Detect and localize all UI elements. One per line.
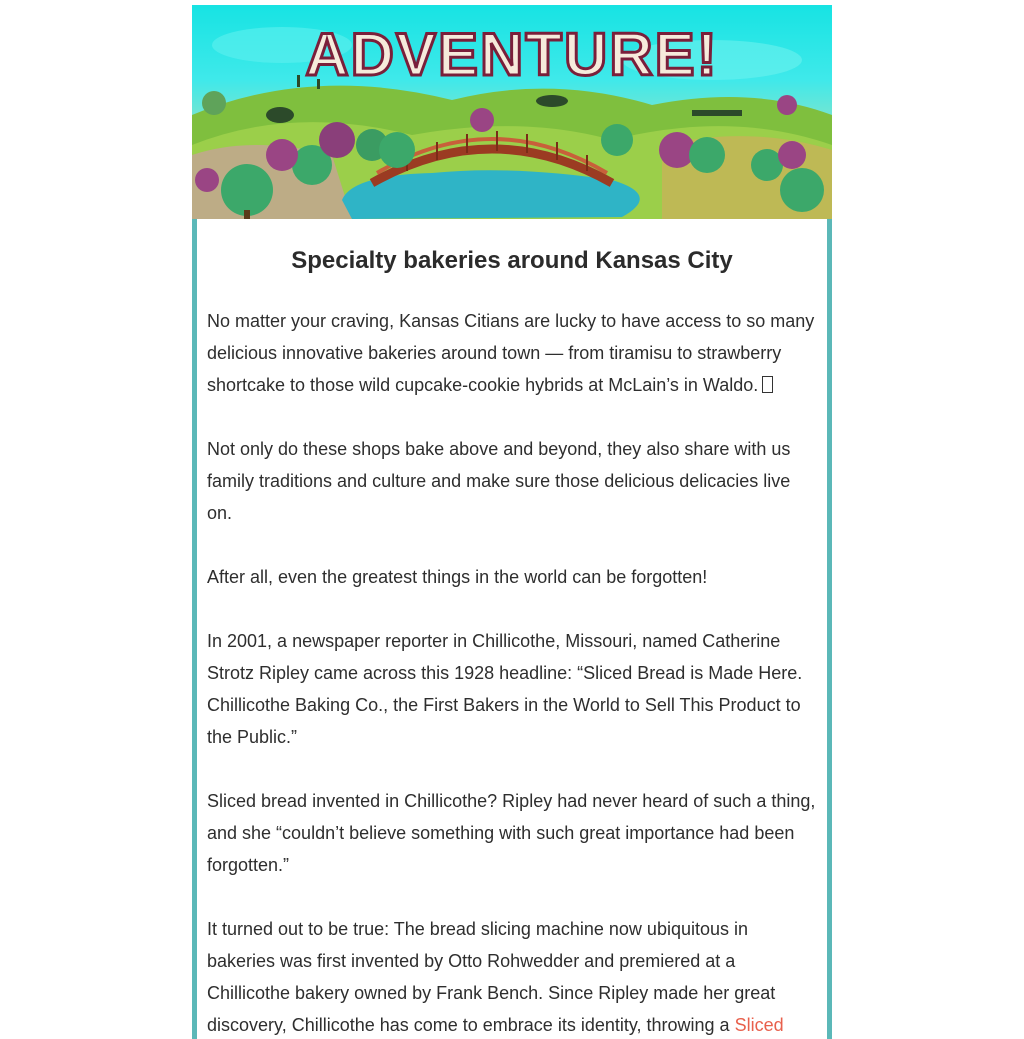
paragraph-6	[207, 913, 819, 1039]
adventure-banner	[192, 5, 832, 219]
paragraph-3: After all, even the greatest things in the world can be forgotten!	[207, 567, 708, 587]
paragraph-4: In 2001, a newspaper reporter in Chillicothe, Missouri, named Catherine Strotz Ripley came across this 1928 headline: “Sliced Bread is Made Here. Chillicothe Baking Co., the First Bakers in the World to Sell This Product to the Public.”	[207, 631, 803, 747]
article-title: Specialty bakeries around Kansas City	[291, 247, 733, 274]
missing-glyph-icon	[762, 376, 773, 393]
paragraph-1-text: No matter your craving, Kansas Citians are lucky to have access to so many delicious innovative bakeries around town — from tiramisu to strawberry shortcake to those wild cupcake-cookie hybrids at McLain’s in Waldo.	[207, 311, 815, 395]
sliced-bread-link[interactable]: Sliced	[734, 1015, 784, 1035]
paragraph-2: Not only do these shops bake above and beyond, they also share with us family traditions and culture and make sure those delicious delicacies live on.	[207, 439, 791, 523]
paragraph-6-text: It turned out to be true: The bread slicing machine now ubiquitous in bakeries was first invented by Otto Rohwedder and premiered at a Chillicothe bakery owned by Frank Bench. Since Ripley made her great discovery, Chillicothe has come to embrace its identity, throwing a	[207, 919, 776, 1035]
paragraph-5: Sliced bread invented in Chillicothe? Ripley had never heard of such a thing, and she “couldn’t believe something with such great importance had been forgotten.”	[207, 791, 816, 875]
adventure-logo	[192, 5, 832, 95]
logo-text: ADVENTURE!	[305, 21, 719, 88]
article-card	[192, 219, 832, 1039]
paragraph-1	[207, 305, 819, 401]
article-body	[207, 305, 819, 1039]
email-page	[192, 5, 832, 1035]
